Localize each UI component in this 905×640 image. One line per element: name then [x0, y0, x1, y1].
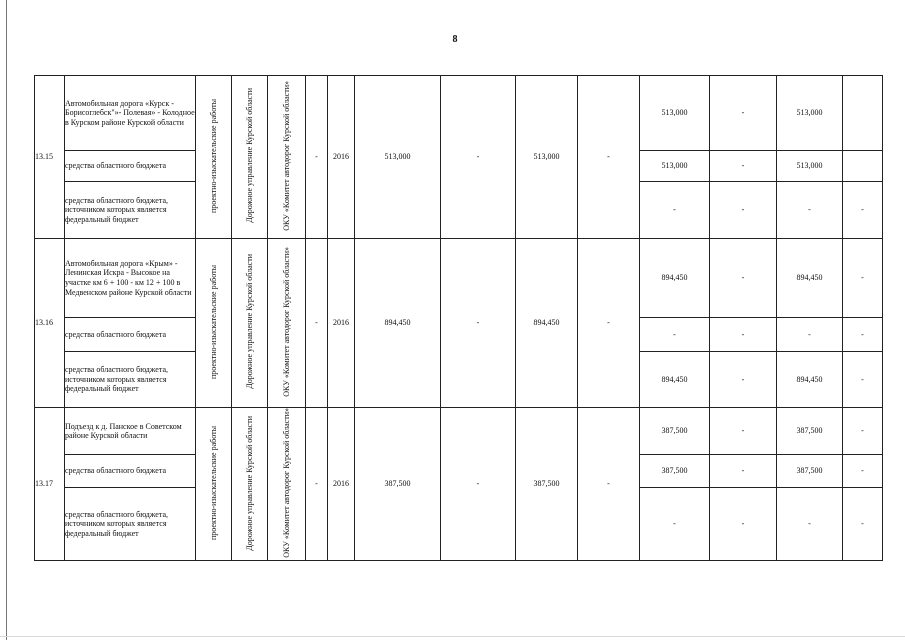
- value-cell: 894,450: [777, 352, 843, 408]
- page-left-edge: [6, 0, 7, 640]
- value-cell: -: [843, 408, 883, 455]
- executor: ОКУ «Комитет автодорог Курской области»: [281, 80, 291, 231]
- funding-source: средства областного бюджета, источником которых является федеральный бюджет: [65, 487, 196, 561]
- work-type: проектно-изыскательские работы: [208, 264, 218, 379]
- funding-source: средства областного бюджета, источником которых является федеральный бюджет: [65, 352, 196, 408]
- dash-cell: -: [306, 76, 328, 239]
- year-cell: 2016: [328, 76, 355, 239]
- value-cell: 387,500: [640, 408, 710, 455]
- total-cell: 513,000: [355, 76, 441, 239]
- col-c-cell: 387,500: [516, 408, 578, 561]
- work-type-cell: [196, 239, 232, 408]
- value-cell: -: [843, 239, 883, 318]
- table-row: [35, 76, 883, 151]
- value-cell: -: [710, 352, 777, 408]
- customer: Дорожное управление Курской области: [244, 415, 254, 551]
- value-cell: -: [640, 182, 710, 239]
- funding-source: средства областного бюджета, источником которых является федеральный бюджет: [65, 182, 196, 239]
- value-cell: -: [777, 182, 843, 239]
- col-b-cell: -: [441, 239, 516, 408]
- table-row: [35, 408, 883, 455]
- row-number: 13.15: [35, 76, 65, 239]
- value-cell: 894,450: [640, 352, 710, 408]
- value-cell: -: [710, 182, 777, 239]
- work-type-cell: [196, 76, 232, 239]
- value-cell: 387,500: [777, 408, 843, 455]
- col-d-cell: -: [578, 408, 640, 561]
- value-cell: -: [777, 318, 843, 352]
- scan-bottom-line: [0, 636, 905, 637]
- col-d-cell: -: [578, 76, 640, 239]
- value-cell: [843, 151, 883, 182]
- work-type: проектно-изыскательские работы: [208, 98, 218, 213]
- value-cell: -: [640, 487, 710, 561]
- executor-cell: [268, 239, 306, 408]
- program-table: [34, 75, 883, 561]
- work-type-cell: [196, 408, 232, 561]
- col-c-cell: 894,450: [516, 239, 578, 408]
- value-cell: [843, 76, 883, 151]
- total-cell: 894,450: [355, 239, 441, 408]
- value-cell: 387,500: [640, 455, 710, 488]
- object-title: Подъезд к д. Панское в Советском районе Курской области: [65, 408, 196, 455]
- value-cell: -: [710, 487, 777, 561]
- value-cell: -: [710, 239, 777, 318]
- value-cell: -: [843, 487, 883, 561]
- value-cell: 513,000: [640, 76, 710, 151]
- page-number: 8: [452, 34, 458, 45]
- table-row: [35, 239, 883, 318]
- row-number: 13.16: [35, 239, 65, 408]
- value-cell: 894,450: [777, 239, 843, 318]
- work-type: проектно-изыскательские работы: [208, 425, 218, 540]
- executor-cell: [268, 76, 306, 239]
- customer: Дорожное управление Курской области: [244, 88, 254, 224]
- value-cell: 894,450: [640, 239, 710, 318]
- customer-cell: [232, 76, 268, 239]
- customer-cell: [232, 408, 268, 561]
- executor-cell: [268, 408, 306, 561]
- value-cell: 513,000: [777, 76, 843, 151]
- object-title: Автомобильная дорога «Крым» - Ленинская Искра - Высокое на участке км 6 + 100 - км 12 + 100 в Медвенском районе Курской области: [65, 239, 196, 318]
- funding-source: средства областного бюджета: [65, 151, 196, 182]
- col-c-cell: 513,000: [516, 76, 578, 239]
- value-cell: -: [843, 318, 883, 352]
- year-cell: 2016: [328, 408, 355, 561]
- value-cell: -: [843, 182, 883, 239]
- customer-cell: [232, 239, 268, 408]
- object-title: Автомобильная дорога «Курск - Борисоглебск"»- Полевая» - Колодное в Курском районе Курской области: [65, 76, 196, 151]
- value-cell: -: [710, 76, 777, 151]
- value-cell: -: [843, 455, 883, 488]
- value-cell: -: [710, 318, 777, 352]
- customer: Дорожное управление Курской области: [244, 254, 254, 390]
- row-number: 13.17: [35, 408, 65, 561]
- value-cell: -: [710, 455, 777, 488]
- executor: ОКУ «Комитет автодорог Курской области»: [281, 408, 291, 558]
- col-b-cell: -: [441, 76, 516, 239]
- value-cell: -: [843, 352, 883, 408]
- col-d-cell: -: [578, 239, 640, 408]
- dash-cell: -: [306, 239, 328, 408]
- value-cell: 387,500: [777, 455, 843, 488]
- value-cell: -: [710, 151, 777, 182]
- dash-cell: -: [306, 408, 328, 561]
- total-cell: 387,500: [355, 408, 441, 561]
- value-cell: 513,000: [640, 151, 710, 182]
- value-cell: -: [777, 487, 843, 561]
- value-cell: 513,000: [777, 151, 843, 182]
- executor: ОКУ «Комитет автодорог Курской области»: [281, 246, 291, 397]
- year-cell: 2016: [328, 239, 355, 408]
- value-cell: -: [640, 318, 710, 352]
- value-cell: -: [710, 408, 777, 455]
- funding-source: средства областного бюджета: [65, 318, 196, 352]
- col-b-cell: -: [441, 408, 516, 561]
- funding-source: средства областного бюджета: [65, 455, 196, 488]
